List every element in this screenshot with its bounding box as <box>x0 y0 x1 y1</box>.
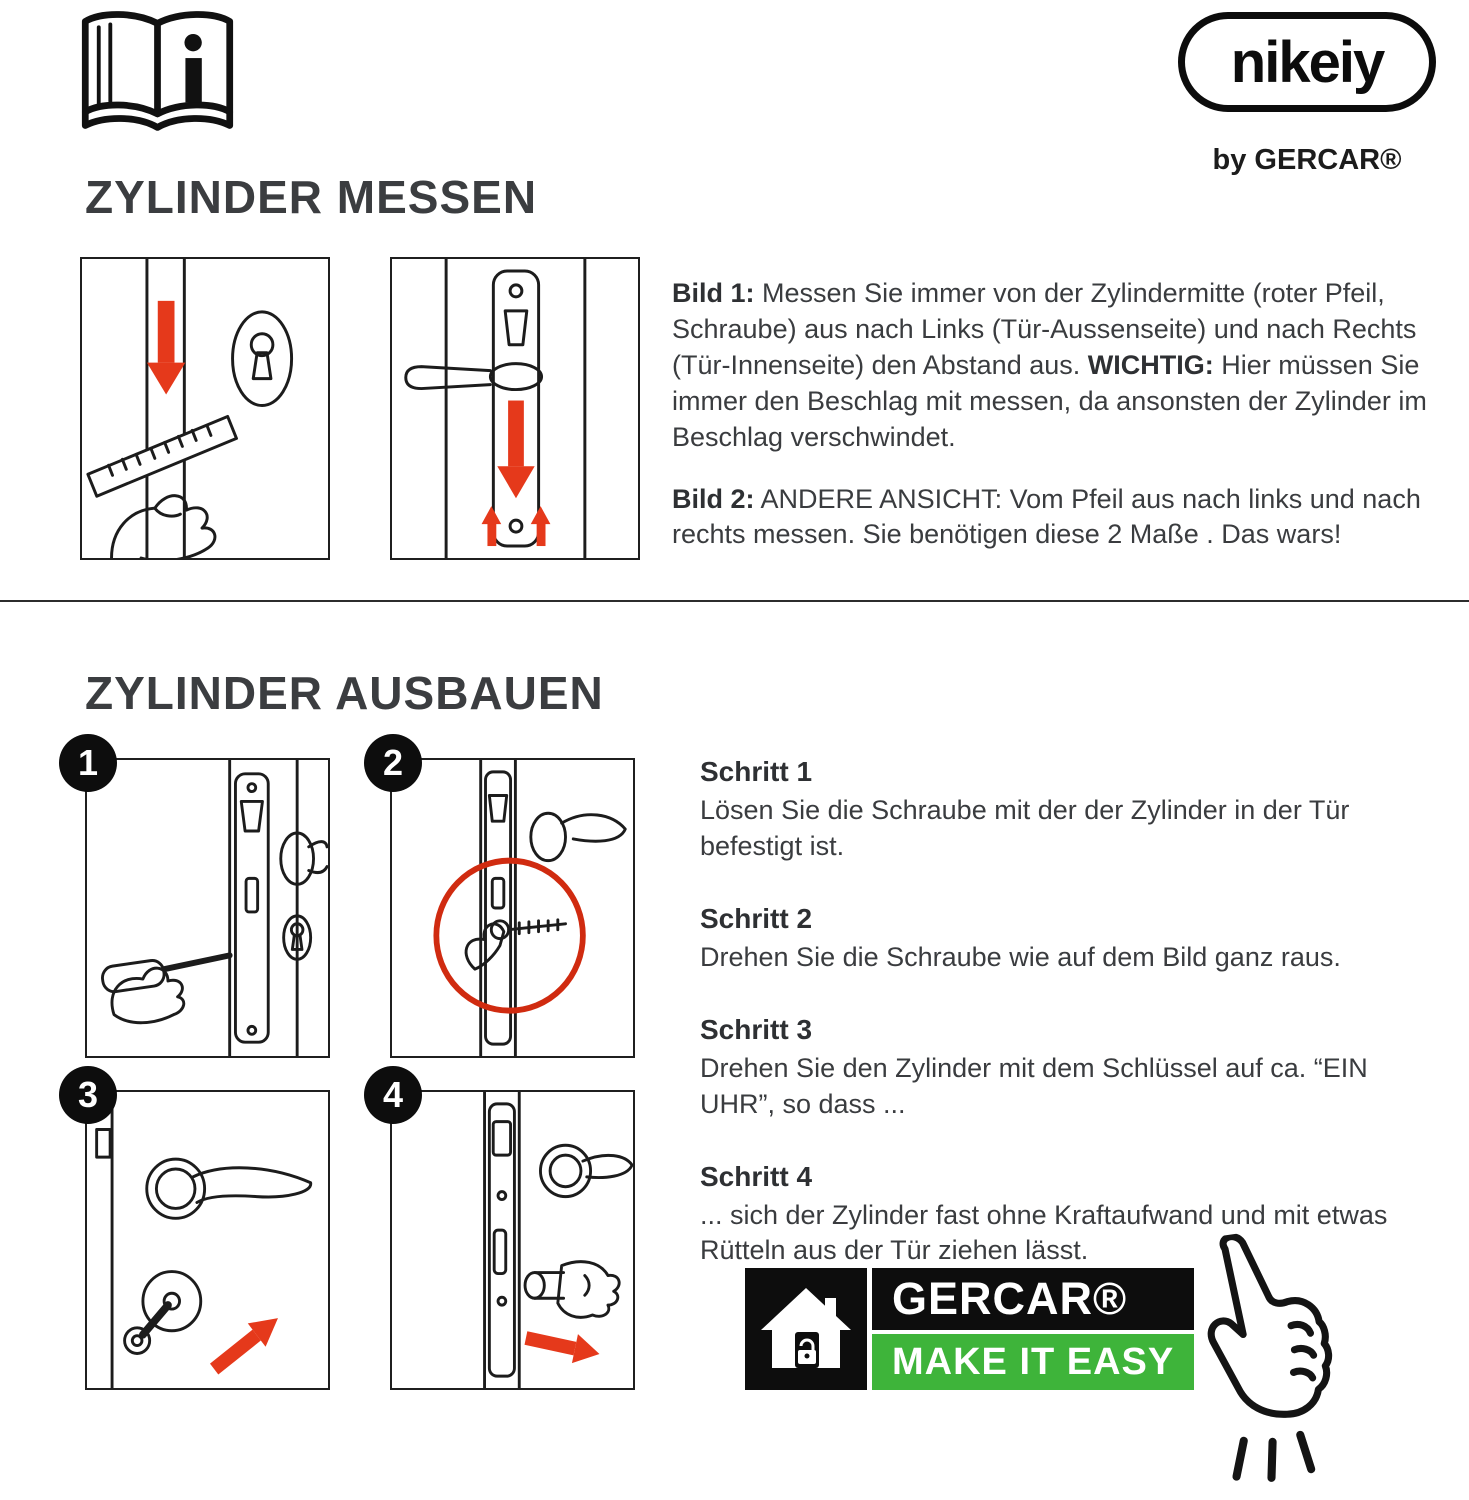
step-2-badge: 2 <box>364 734 422 792</box>
illu-pull-cylinder <box>392 1092 633 1388</box>
step-block-4 <box>700 1161 1435 1270</box>
section-divider <box>0 600 1469 602</box>
step-2-text: Drehen Sie die Schraube wie auf dem Bild ganz raus. <box>700 941 1341 972</box>
step-4-badge: 4 <box>364 1066 422 1124</box>
section-title-ausbauen: ZYLINDER AUSBAUEN <box>85 667 604 719</box>
byline-text: by GERCAR® <box>1212 144 1402 176</box>
bild2-label: Bild 2: <box>672 483 755 514</box>
gercar-tagline-bar <box>872 1334 1194 1390</box>
manual-info-book-icon <box>75 8 240 138</box>
bild2-paragraph <box>672 482 1464 554</box>
step-2-label: Schritt 2 <box>700 902 813 934</box>
motion-lines <box>1232 1432 1312 1483</box>
bild1-paragraph <box>672 276 1464 456</box>
red-arrow-right-icon <box>523 1323 603 1368</box>
steps-column <box>700 756 1435 1307</box>
section-title-messen: ZYLINDER MESSEN <box>85 171 538 223</box>
step-block-2 <box>700 903 1435 976</box>
info-i-glyph <box>184 34 201 102</box>
figure-schritt-1 <box>77 742 330 1058</box>
gercar-brand-text: GERCAR® <box>892 1273 1128 1324</box>
step-block-1 <box>700 756 1435 865</box>
red-arrow-down-icon <box>147 301 185 395</box>
nikeiy-logo-text: nikeiy <box>1230 29 1384 95</box>
illu-measure-ruler <box>82 259 328 558</box>
gercar-house-logo <box>745 1268 867 1390</box>
figure-bild-1 <box>80 257 330 560</box>
bild1-text-2: Hier müssen Sie immer den Beschlag mit messen, da ansonsten der Zylinder im Beschlag verschwindet. <box>672 349 1427 452</box>
bild1-text-1: Messen Sie immer von der Zylindermitte (roter Pfeil, Schraube) aus nach Links (Tür-Aussenseite) und nach Rechts (Tür-Innenseite) den Abstand aus. <box>672 278 1417 380</box>
illu-faceplate-front <box>392 259 638 558</box>
measure-text-column <box>672 276 1464 553</box>
step-3-label: Schritt 3 <box>700 1013 813 1045</box>
nikeiy-logo <box>1178 12 1436 112</box>
figure-schritt-2 <box>382 742 635 1058</box>
step-1-badge: 1 <box>59 734 117 792</box>
house-lock-icon <box>745 1268 867 1390</box>
step-4-text: ... sich der Zylinder fast ohne Kraftaufwand und mit etwas Rütteln aus der Tür ziehen lässt. <box>700 1199 1388 1266</box>
step-1-text: Lösen Sie die Schraube mit der der Zylinder in der Tür befestigt ist. <box>700 795 1350 861</box>
figure-schritt-3 <box>77 1074 330 1390</box>
step-1-label: Schritt 1 <box>700 756 813 787</box>
wichtig-label: WICHTIG: <box>1087 349 1214 380</box>
red-arrow-up-right-icon <box>205 1306 287 1380</box>
illu-turn-key <box>87 1092 328 1388</box>
figure-bild-2 <box>390 257 640 560</box>
gercar-brand-bar <box>872 1268 1194 1330</box>
step-3-text: Drehen Sie den Zylinder mit dem Schlüssel auf ca. “EIN UHR”, so dass ... <box>700 1052 1368 1119</box>
illu-unscrew-start <box>87 760 328 1056</box>
figure-schritt-4 <box>382 1074 635 1390</box>
illu-unscrew-circle <box>392 760 633 1056</box>
step-4-label: Schritt 4 <box>700 1160 813 1192</box>
gercar-tagline-text: MAKE IT EASY <box>892 1340 1175 1383</box>
step-3-badge: 3 <box>59 1066 117 1124</box>
bild2-text: ANDERE ANSICHT: Vom Pfeil aus nach links und nach rechts messen. Sie benötigen diese 2 Maße . Das wars! <box>672 483 1421 550</box>
step-block-3 <box>700 1014 1435 1123</box>
bild1-label: Bild 1: <box>672 278 755 308</box>
